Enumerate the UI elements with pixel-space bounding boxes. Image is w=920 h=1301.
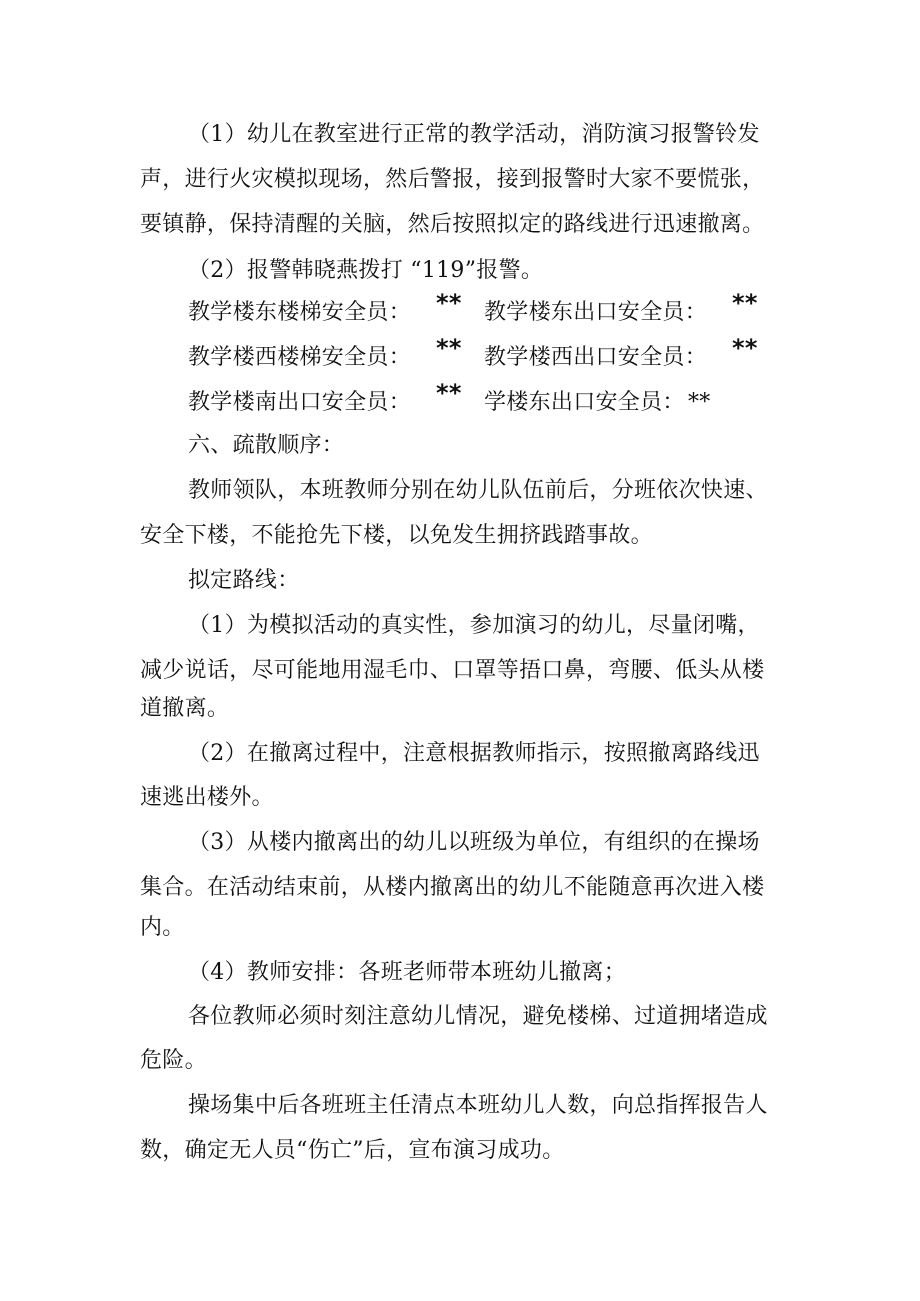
roster-row	[188, 334, 808, 375]
roster-left-label: 教学楼东楼梯安全员：	[188, 300, 412, 325]
paragraph-line: 安全下楼，不能抢先下楼，以免发生拥挤践踏事故。	[140, 523, 653, 548]
roster-left-label: 教学楼南出口安全员：	[188, 390, 412, 415]
roster-right-label: 教学楼东出口安全员：	[484, 300, 708, 325]
paragraph-line: 减少说话，尽可能地用湿毛巾、口罩等捂口鼻，弯腰、低头从楼	[140, 658, 765, 683]
paragraph-line: 危险。	[140, 1048, 207, 1073]
roster-left-value: **	[436, 289, 462, 317]
paragraph-line: 各位教师必须时刻注意幼儿情况，避免楼梯、过道拥堵造成	[188, 1004, 768, 1029]
roster-right-label: 学楼东出口安全员：	[484, 390, 685, 415]
roster-right-value: **	[688, 390, 711, 415]
paragraph-line: （2）在撤离过程中，注意根据教师指示，按照撤离路线迅	[188, 741, 760, 766]
paragraph-line: （1）为模拟活动的真实性，参加演习的幼儿，尽量闭嘴，	[188, 613, 760, 638]
paragraph-line: （1）幼儿在教室进行正常的教学活动，消防演习报警铃发	[188, 122, 760, 147]
paragraph-line: 速逃出楼外。	[140, 785, 274, 810]
paragraph-line: （4）教师安排：各班老师带本班幼儿撤离；	[188, 960, 626, 985]
paragraph-line: 集合。在活动结束前，从楼内撤离出的幼儿不能随意再次进入楼	[140, 875, 765, 900]
roster-right-value: **	[732, 289, 758, 317]
paragraph-line: 道撤离。	[140, 696, 230, 721]
roster-right-label: 教学楼西出口安全员：	[484, 345, 708, 370]
paragraph-line: （2）报警韩晓燕拨打 “119”报警。	[188, 258, 544, 283]
roster-left-value: **	[436, 334, 462, 362]
section-heading: 六、疏散顺序：	[188, 433, 345, 458]
roster-row	[188, 289, 808, 330]
paragraph-line: 声，进行火灾模拟现场，然后警报，接到报警时大家不要慌张，	[140, 167, 765, 192]
route-heading: 拟定路线：	[188, 568, 300, 593]
roster-left-label: 教学楼西楼梯安全员：	[188, 345, 412, 370]
roster-row	[188, 379, 808, 420]
roster-left-value: **	[436, 379, 462, 407]
paragraph-line: 数，确定无人员“伤亡”后，宣布演习成功。	[140, 1138, 565, 1163]
roster-right-value: **	[732, 334, 758, 362]
paragraph-line: 要镇静，保持清醒的关脑，然后按照拟定的路线进行迅速撤离。	[140, 212, 765, 237]
paragraph-line: 操场集中后各班班主任清点本班幼儿人数，向总指挥报告人	[188, 1093, 768, 1118]
paragraph-line: 教师领队，本班教师分别在幼儿队伍前后，分班依次快速、	[188, 478, 768, 503]
paragraph-line: （3）从楼内撤离出的幼儿以班级为单位，有组织的在操场	[188, 830, 760, 855]
paragraph-line: 内。	[140, 915, 185, 940]
